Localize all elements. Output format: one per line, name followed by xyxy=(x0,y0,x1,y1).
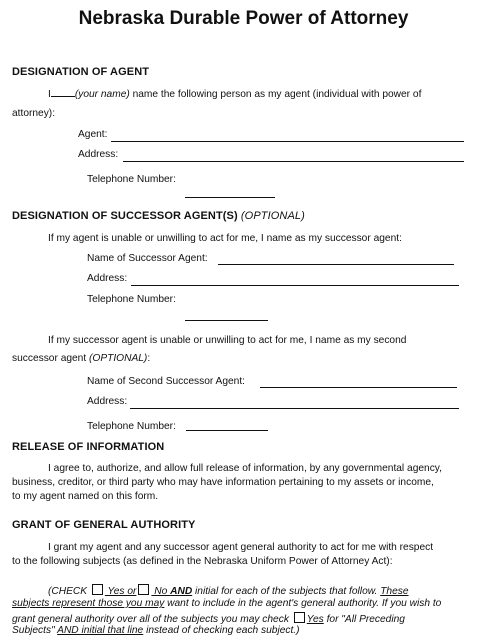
agent-heading: DESIGNATION OF AGENT xyxy=(12,66,150,78)
agent-intro: I (your name) name the following person as my agent (individual with power of xyxy=(48,89,422,100)
successor-name-label: Name of Successor Agent: xyxy=(87,253,208,264)
no-checkbox-icon[interactable] xyxy=(138,584,149,595)
release-heading: RELEASE OF INFORMATION xyxy=(12,441,165,453)
successor-intro: If my agent is unable or unwilling to act for me, I name as my successor agent: xyxy=(48,233,402,244)
successor-name-field[interactable] xyxy=(218,264,454,265)
agent-intro-cont: attorney): xyxy=(12,108,56,119)
second-successor-intro-cont: successor agent (OPTIONAL): xyxy=(12,353,151,364)
agent-label: Agent: xyxy=(78,129,108,140)
release-line-2: business, creditor, or third party who may have information pertaining to my assets or income, xyxy=(12,477,434,488)
yes-checkbox-icon[interactable] xyxy=(92,584,103,595)
second-successor-phone-label: Telephone Number: xyxy=(87,421,176,432)
grant-heading: GRANT OF GENERAL AUTHORITY xyxy=(12,519,196,531)
second-successor-phone-field[interactable] xyxy=(186,430,268,431)
grant-line-4: subjects represent those you may want to include in the agent's general authority. If you wish to xyxy=(12,598,442,609)
successor-address-label: Address: xyxy=(87,273,128,284)
agent-name-field[interactable] xyxy=(111,141,464,142)
agent-phone-field[interactable] xyxy=(185,197,275,198)
your-name-blank[interactable] xyxy=(51,96,75,97)
release-line-1: I agree to, authorize, and allow full release of information, by any governmental agency, xyxy=(48,463,442,474)
grant-line-2: to the following subjects (as defined in the Nebraska Uniform Power of Attorney Act): xyxy=(12,556,393,567)
successor-phone-label: Telephone Number: xyxy=(87,294,176,305)
grant-line-1: I grant my agent and any successor agent general authority to act for me with respect xyxy=(48,542,434,553)
grant-line-6: Subjects" AND initial that line instead of checking each subject.) xyxy=(12,625,300,636)
second-successor-name-label: Name of Second Successor Agent: xyxy=(87,376,245,387)
successor-address-field[interactable] xyxy=(131,285,459,286)
second-successor-name-field[interactable] xyxy=(260,387,457,388)
second-successor-intro: If my successor agent is unable or unwilling to act for me, I name as my second xyxy=(48,335,407,346)
agent-phone-label: Telephone Number: xyxy=(87,174,176,185)
grant-line-5: grant general authority over all of the subjects you may check Yes for "All Preceding xyxy=(12,614,405,625)
document-title: Nebraska Durable Power of Attorney xyxy=(78,8,409,29)
successor-phone-field[interactable] xyxy=(185,320,268,321)
second-successor-address-label: Address: xyxy=(87,396,128,407)
all-subjects-checkbox-icon[interactable] xyxy=(294,612,305,623)
agent-address-field[interactable] xyxy=(123,161,464,162)
second-successor-address-field[interactable] xyxy=(130,408,459,409)
release-line-3: to my agent named on this form. xyxy=(12,491,159,502)
agent-address-label: Address: xyxy=(78,149,119,160)
grant-check-line: (CHECK Yes or No AND initial for each of the subjects that follow. These xyxy=(48,586,409,597)
successor-heading: DESIGNATION OF SUCCESSOR AGENT(S) (OPTIONAL) xyxy=(12,210,305,222)
